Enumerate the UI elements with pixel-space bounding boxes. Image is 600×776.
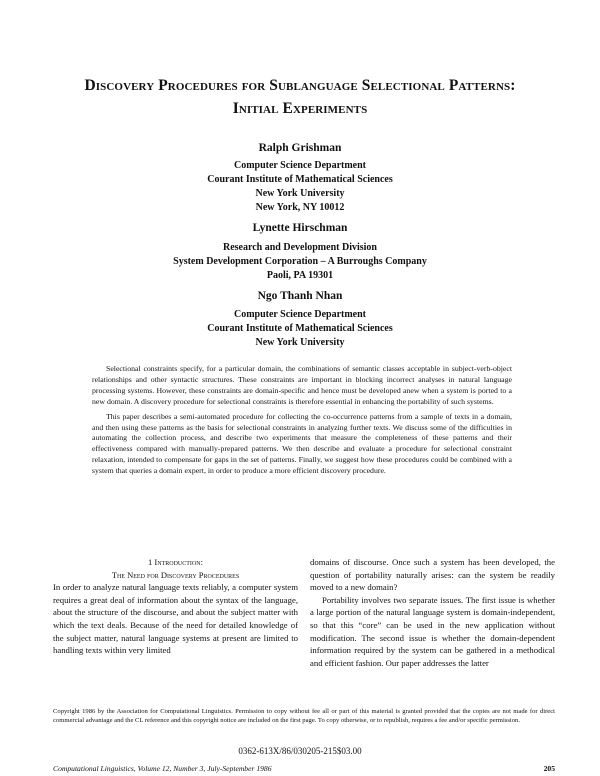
author-name: Ngo Thanh Nhan: [257, 290, 343, 302]
affiliation-line: Computer Science Department: [233, 160, 366, 171]
affiliation-line: Research and Development Division: [223, 242, 377, 253]
affiliation-line: Courant Institute of Mathematical Sciences: [207, 323, 393, 334]
affiliation-line: System Development Corporation – A Burroughs Company: [173, 256, 427, 267]
abstract-paragraph: Selectional constraints specify, for a particular domain, the combinations of semantic classes acceptable in subject-verb-object relationships and other syntactic structures. These constraints are important in blocking incorrect analyses in natural language processing systems. However, these constraints are domain-specific and hence must be developed anew when a system is ported to a new domain. A discovery procedure for selectional constraints is therefore essential in enhancing the portability of such systems.: [92, 364, 512, 406]
author-affiliation: [0, 308, 600, 350]
body-paragraph: In order to analyze natural language texts reliably, a computer system requires a great deal of information about the syntax of the language, about the structure of the discourse, and about the subject matter with which the text deals. Because of the need for detailed knowledge of the subject matter, natural language systems at present are limited to handling texts within very limited: [53, 582, 298, 656]
affiliation-line: New York University: [255, 337, 345, 348]
author-affiliation: [0, 241, 600, 283]
paper-title-line-2: Initial Experiments: [232, 100, 368, 117]
affiliation-line: Courant Institute of Mathematical Sciences: [207, 174, 393, 185]
paper-title-line-1: Discovery Procedures for Sublanguage Selectional Patterns:: [84, 77, 516, 94]
page-footer: [53, 764, 555, 773]
author-name: Lynette Hirschman: [252, 222, 348, 234]
abstract: [92, 364, 512, 477]
section-number: 1 Introduction:: [148, 557, 203, 567]
abstract-paragraph: This paper describes a semi-automated procedure for collecting the co-occurrence patterns from a sample of texts in a domain, and then using these patterns as the basis for selectional constraints in analyzing further texts. We discuss some of the difficulties in automating the collection process, and describe two experiments that measure the completeness of these patterns and their effectiveness compared with manually-prepared patterns. We then describe and evaluate a procedure for selectional constraint relaxation, intended to compensate for gaps in the set of patterns. Finally, we suggest how these procedures could be combined with a system that queries a domain expert, in order to produce a more efficient discovery procedure.: [92, 411, 512, 476]
affiliation-line: Paoli, PA 19301: [266, 270, 334, 281]
right-column: [310, 556, 555, 669]
body-paragraph: domains of discourse. Once such a system has been developed, the question of portability naturally arises: can the system be readily moved to a new domain?: [310, 557, 555, 593]
copyright-notice: Copyright 1986 by the Association for Computational Linguistics. Permission to copy without fee all or part of this material is granted provided that the copies are not made for direct commercial advantage and the CL reference and this copyright notice are included on the first page. To copy otherwise, or to republish, requires a fee and/or specific permission.: [53, 708, 555, 724]
left-column: [53, 556, 298, 657]
page-number: 205: [543, 764, 555, 773]
section-heading: The Need for Discovery Procedures: [111, 569, 240, 580]
affiliation-line: New York University: [255, 188, 345, 199]
journal-citation: Computational Linguistics, Volume 12, Number 3, July-September 1986: [53, 764, 272, 773]
issn-code: 0362-613X/86/030205-215$03.00: [238, 746, 362, 756]
body-paragraph: Portability involves two separate issues. The first issue is whether a large portion of the natural language system is domain-independent, so that this “core” can be used in the new application without modification. The second issue is whether the domain-dependent information required by the system can be gathered in a methodical and efficient fashion. Our paper addresses the latter: [310, 594, 555, 668]
author-name: Ralph Grishman: [258, 142, 342, 154]
affiliation-line: New York, NY 10012: [255, 202, 345, 213]
author-affiliation: [0, 159, 600, 215]
affiliation-line: Computer Science Department: [233, 309, 366, 320]
